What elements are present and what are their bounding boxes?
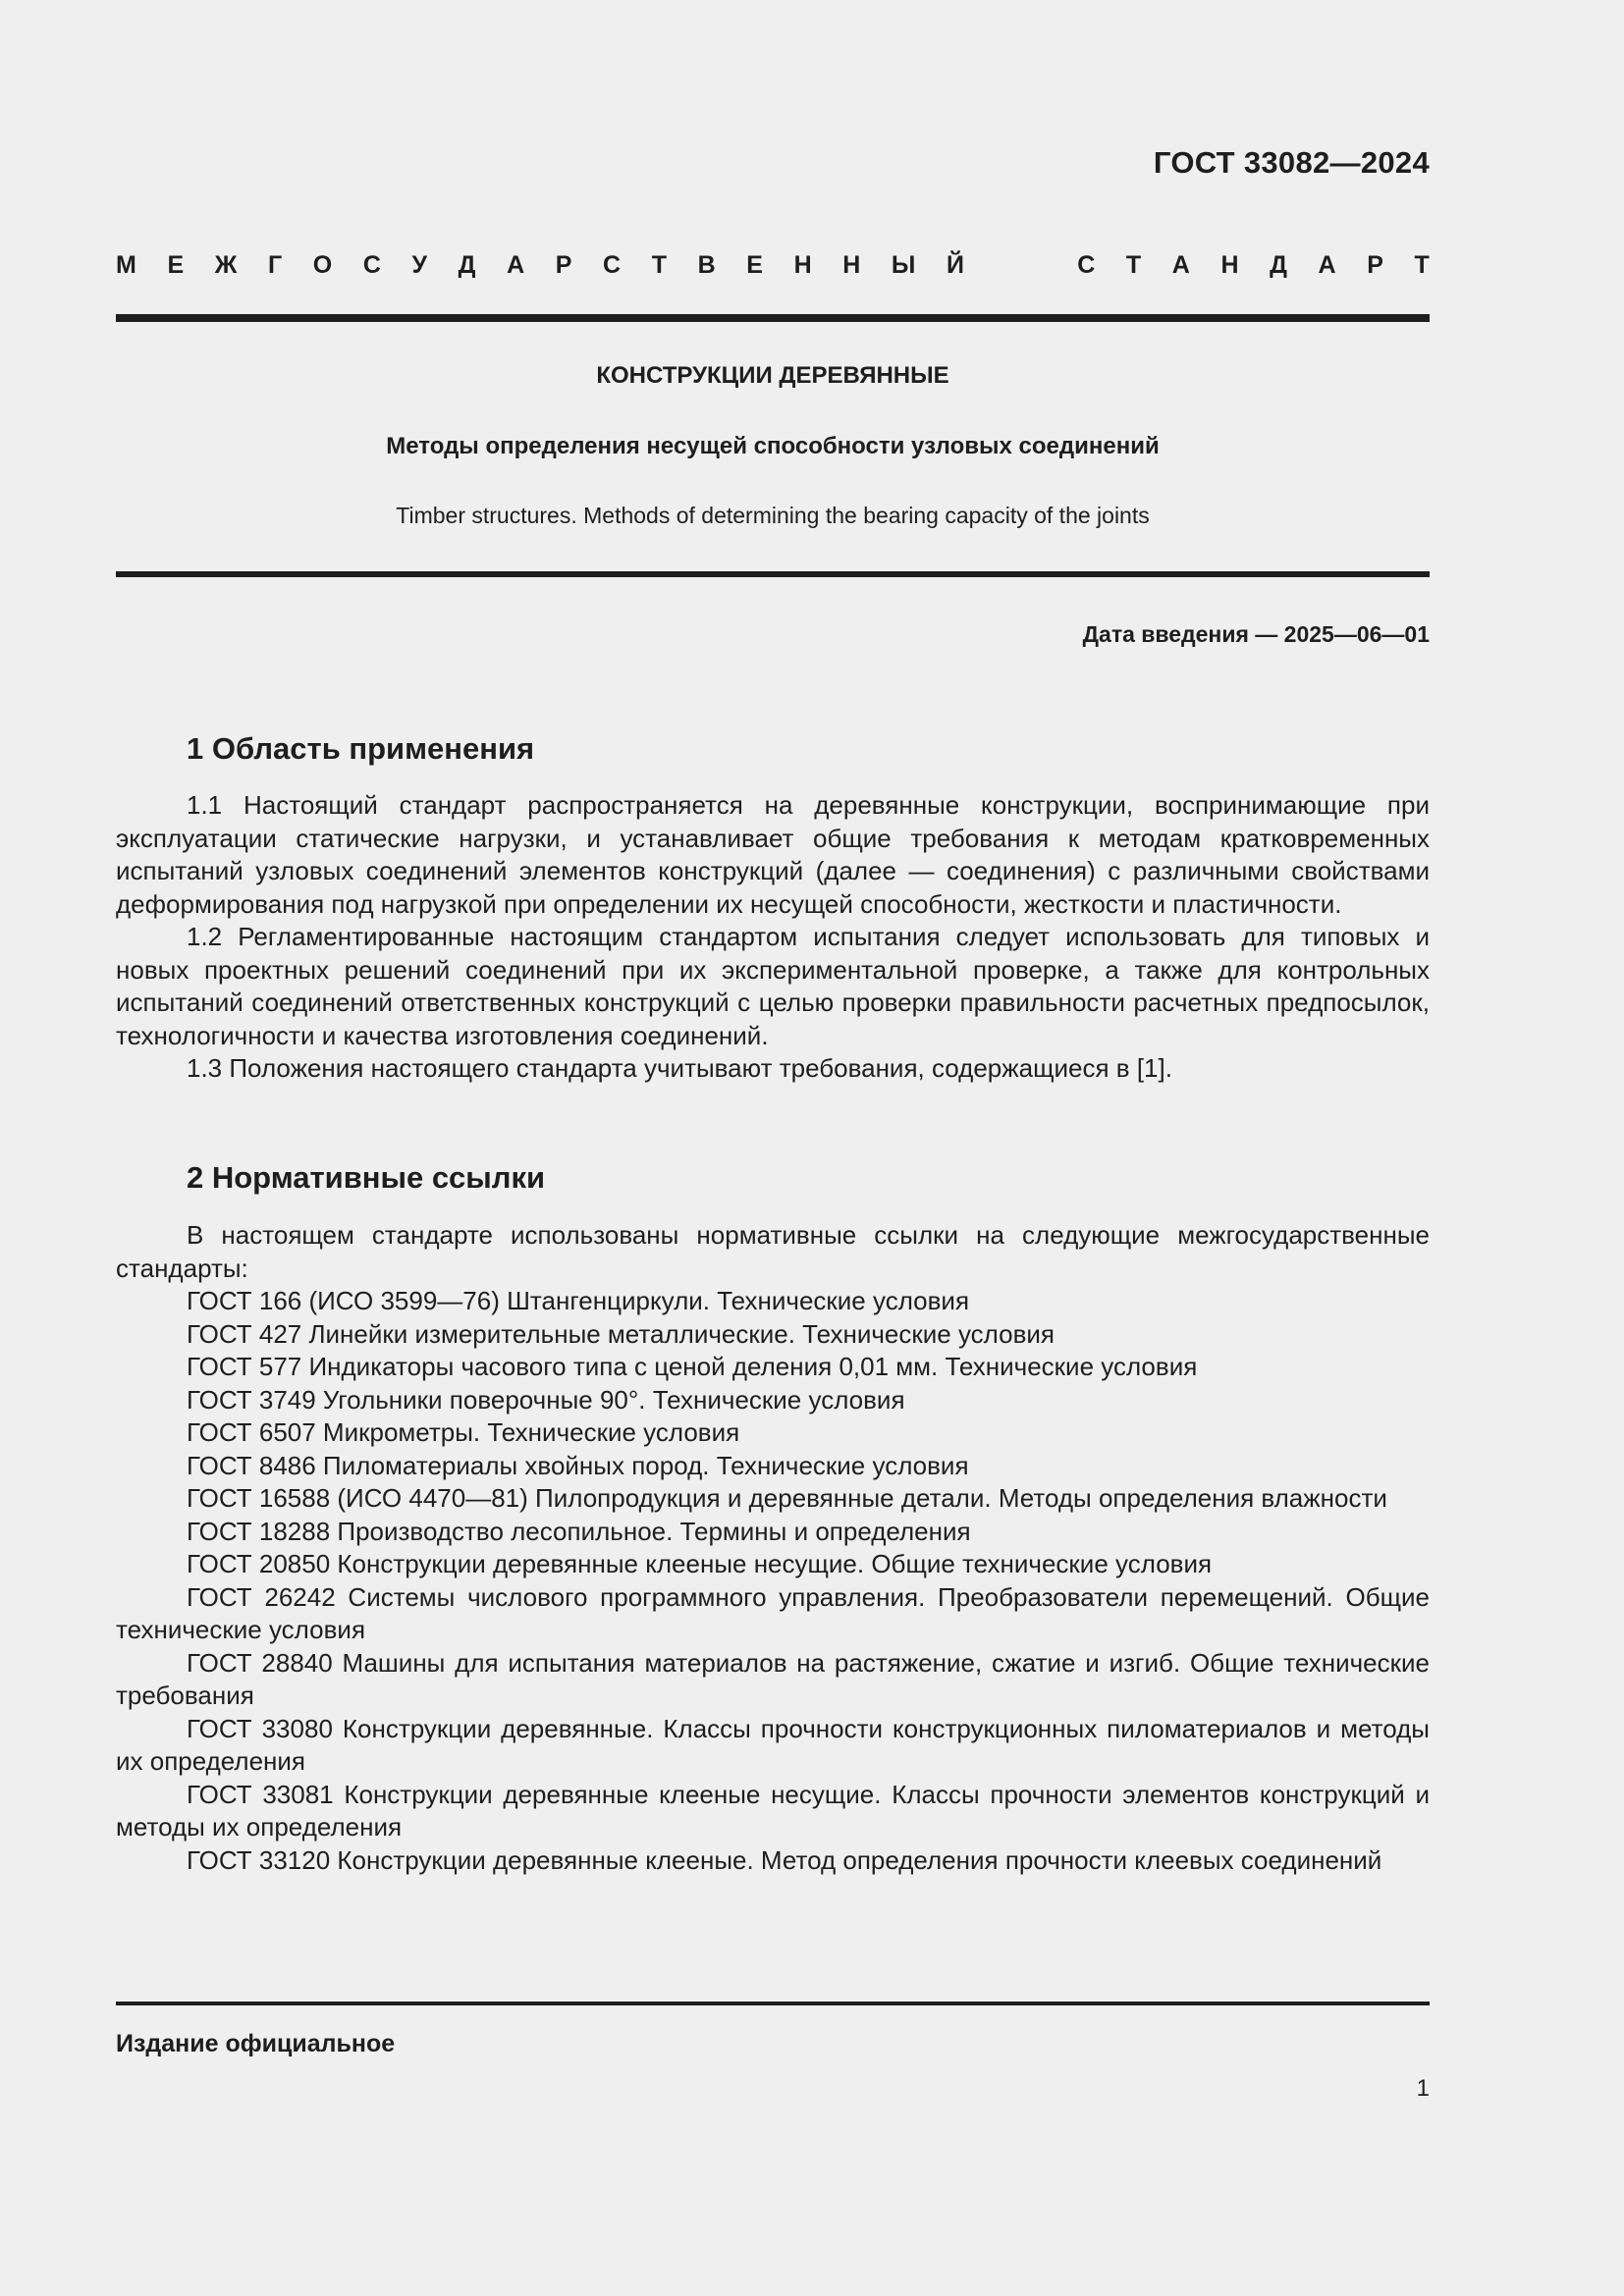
footer-divider xyxy=(116,2002,1430,2005)
title-letter: Р xyxy=(555,251,572,279)
title-letter: О xyxy=(312,251,333,279)
reference-item: ГОСТ 26242 Системы числового программного управления. Преобразователи перемещений. Общие технические условия xyxy=(116,1581,1430,1644)
title-letter: М xyxy=(116,251,136,279)
introduction-date: Дата введения — 2025—06—01 xyxy=(1082,621,1430,647)
title-letter: Е xyxy=(746,251,763,279)
title-letter: У xyxy=(411,251,428,279)
reference-item: ГОСТ 28840 Машины для испытания материалов на растяжение, сжатие и изгиб. Общие технические требования xyxy=(116,1647,1430,1710)
title-letter: Е xyxy=(167,251,185,279)
paragraph: В настоящем стандарте использованы нормативные ссылки на следующие межгосударственные стандарты: xyxy=(116,1220,1430,1283)
reference-item: ГОСТ 20850 Конструкции деревянные клееные несущие. Общие технические условия xyxy=(187,1549,1213,1578)
reference-item: ГОСТ 18288 Производство лесопильное. Термины и определения xyxy=(187,1516,971,1546)
title-letter: Т xyxy=(651,251,667,279)
title-letter: Ж xyxy=(214,251,238,279)
document-title: КОНСТРУКЦИИ ДЕРЕВЯННЫЕ xyxy=(596,362,949,389)
reference-item: ГОСТ 16588 (ИСО 4470—81) Пилопродукция и деревянные детали. Методы определения влажности xyxy=(187,1483,1387,1513)
official-edition-note: Издание официальное xyxy=(116,2030,396,2057)
header-divider xyxy=(116,314,1430,322)
title-word-gap xyxy=(996,251,1047,280)
normative-references xyxy=(116,1219,1430,1877)
reference-item: ГОСТ 166 (ИСО 3599—76) Штангенциркули. Технические условия xyxy=(187,1286,970,1315)
title-letter: Т xyxy=(1125,251,1142,279)
title-letter: С xyxy=(362,251,381,279)
reference-item: ГОСТ 427 Линейки измерительные металлические. Технические условия xyxy=(187,1318,1055,1349)
page-number: 1 xyxy=(1416,2075,1430,2102)
reference-item: ГОСТ 33081 Конструкции деревянные клееные несущие. Классы прочности элементов конструкций и методы их определения xyxy=(116,1779,1430,1842)
title-letter: Й xyxy=(947,251,964,279)
paragraph: 1.2 Регламентированные настоящим стандартом испытания следует использовать для типовых и новых проектных решений соединений при их экспериментальной проверке, а также для контрольных испытаний соединений ответственных конструкций с целью проверки правильности расчетных предпосылок, технологичности и качества изготовления соединений. xyxy=(116,922,1430,1050)
paragraph: 1.1 Настоящий стандарт распространяется на деревянные конструкции, воспринимающие при эксплуатации статические нагрузки, и устанавливает общие требования к методам кратковременных испытаний узловых соединений элементов конструкций (далее — соединения) с различными свойствами деформирования под нагрузкой при определении их несущей способности, жесткости и пластичности. xyxy=(116,790,1430,919)
document-subtitle: Методы определения несущей способности узловых соединений xyxy=(386,433,1160,459)
title-letter: А xyxy=(507,251,525,279)
title-letter: Г xyxy=(267,251,283,279)
reference-item: ГОСТ 33120 Конструкции деревянные клееные. Метод определения прочности клеевых соединений xyxy=(187,1844,1382,1875)
reference-item: ГОСТ 3749 Угольники поверочные 90°. Технические условия xyxy=(187,1384,905,1415)
section-body xyxy=(116,789,1430,1086)
reference-item: ГОСТ 8486 Пиломатериалы хвойных пород. Технические условия xyxy=(187,1450,969,1480)
section-heading: 1 Область применения xyxy=(187,731,535,766)
title-letter: Н xyxy=(842,251,861,279)
title-letter: Н xyxy=(1220,251,1239,279)
title-letter: Д xyxy=(458,251,476,279)
title-divider xyxy=(116,571,1430,577)
english-title: Timber structures. Methods of determining the bearing capacity of the joints xyxy=(396,503,1150,528)
reference-item: ГОСТ 33080 Конструкции деревянные. Классы прочности конструкционных пиломатериалов и методы их определения xyxy=(116,1713,1430,1776)
title-letter: А xyxy=(1318,251,1336,279)
title-letter: Н xyxy=(793,251,812,279)
title-letter: А xyxy=(1171,251,1190,279)
paragraph: 1.3 Положения настоящего стандарта учитывают требования, содержащиеся в [1]. xyxy=(187,1053,1172,1083)
title-letter: С xyxy=(603,251,622,279)
title-letter: Д xyxy=(1270,251,1287,279)
title-letter: Т xyxy=(1414,251,1430,279)
reference-item: ГОСТ 6507 Микрометры. Технические условия xyxy=(187,1417,740,1447)
reference-item: ГОСТ 577 Индикаторы часового типа с ценой деления 0,01 мм. Технические условия xyxy=(187,1352,1198,1381)
section-heading: 2 Нормативные ссылки xyxy=(187,1160,546,1195)
standard-type-title xyxy=(116,251,1430,280)
title-letter: В xyxy=(697,251,716,279)
title-letter: С xyxy=(1077,251,1096,279)
title-letter: Ы xyxy=(891,251,916,279)
document-code: ГОСТ 33082—2024 xyxy=(1153,145,1430,180)
title-letter: Р xyxy=(1367,251,1383,279)
